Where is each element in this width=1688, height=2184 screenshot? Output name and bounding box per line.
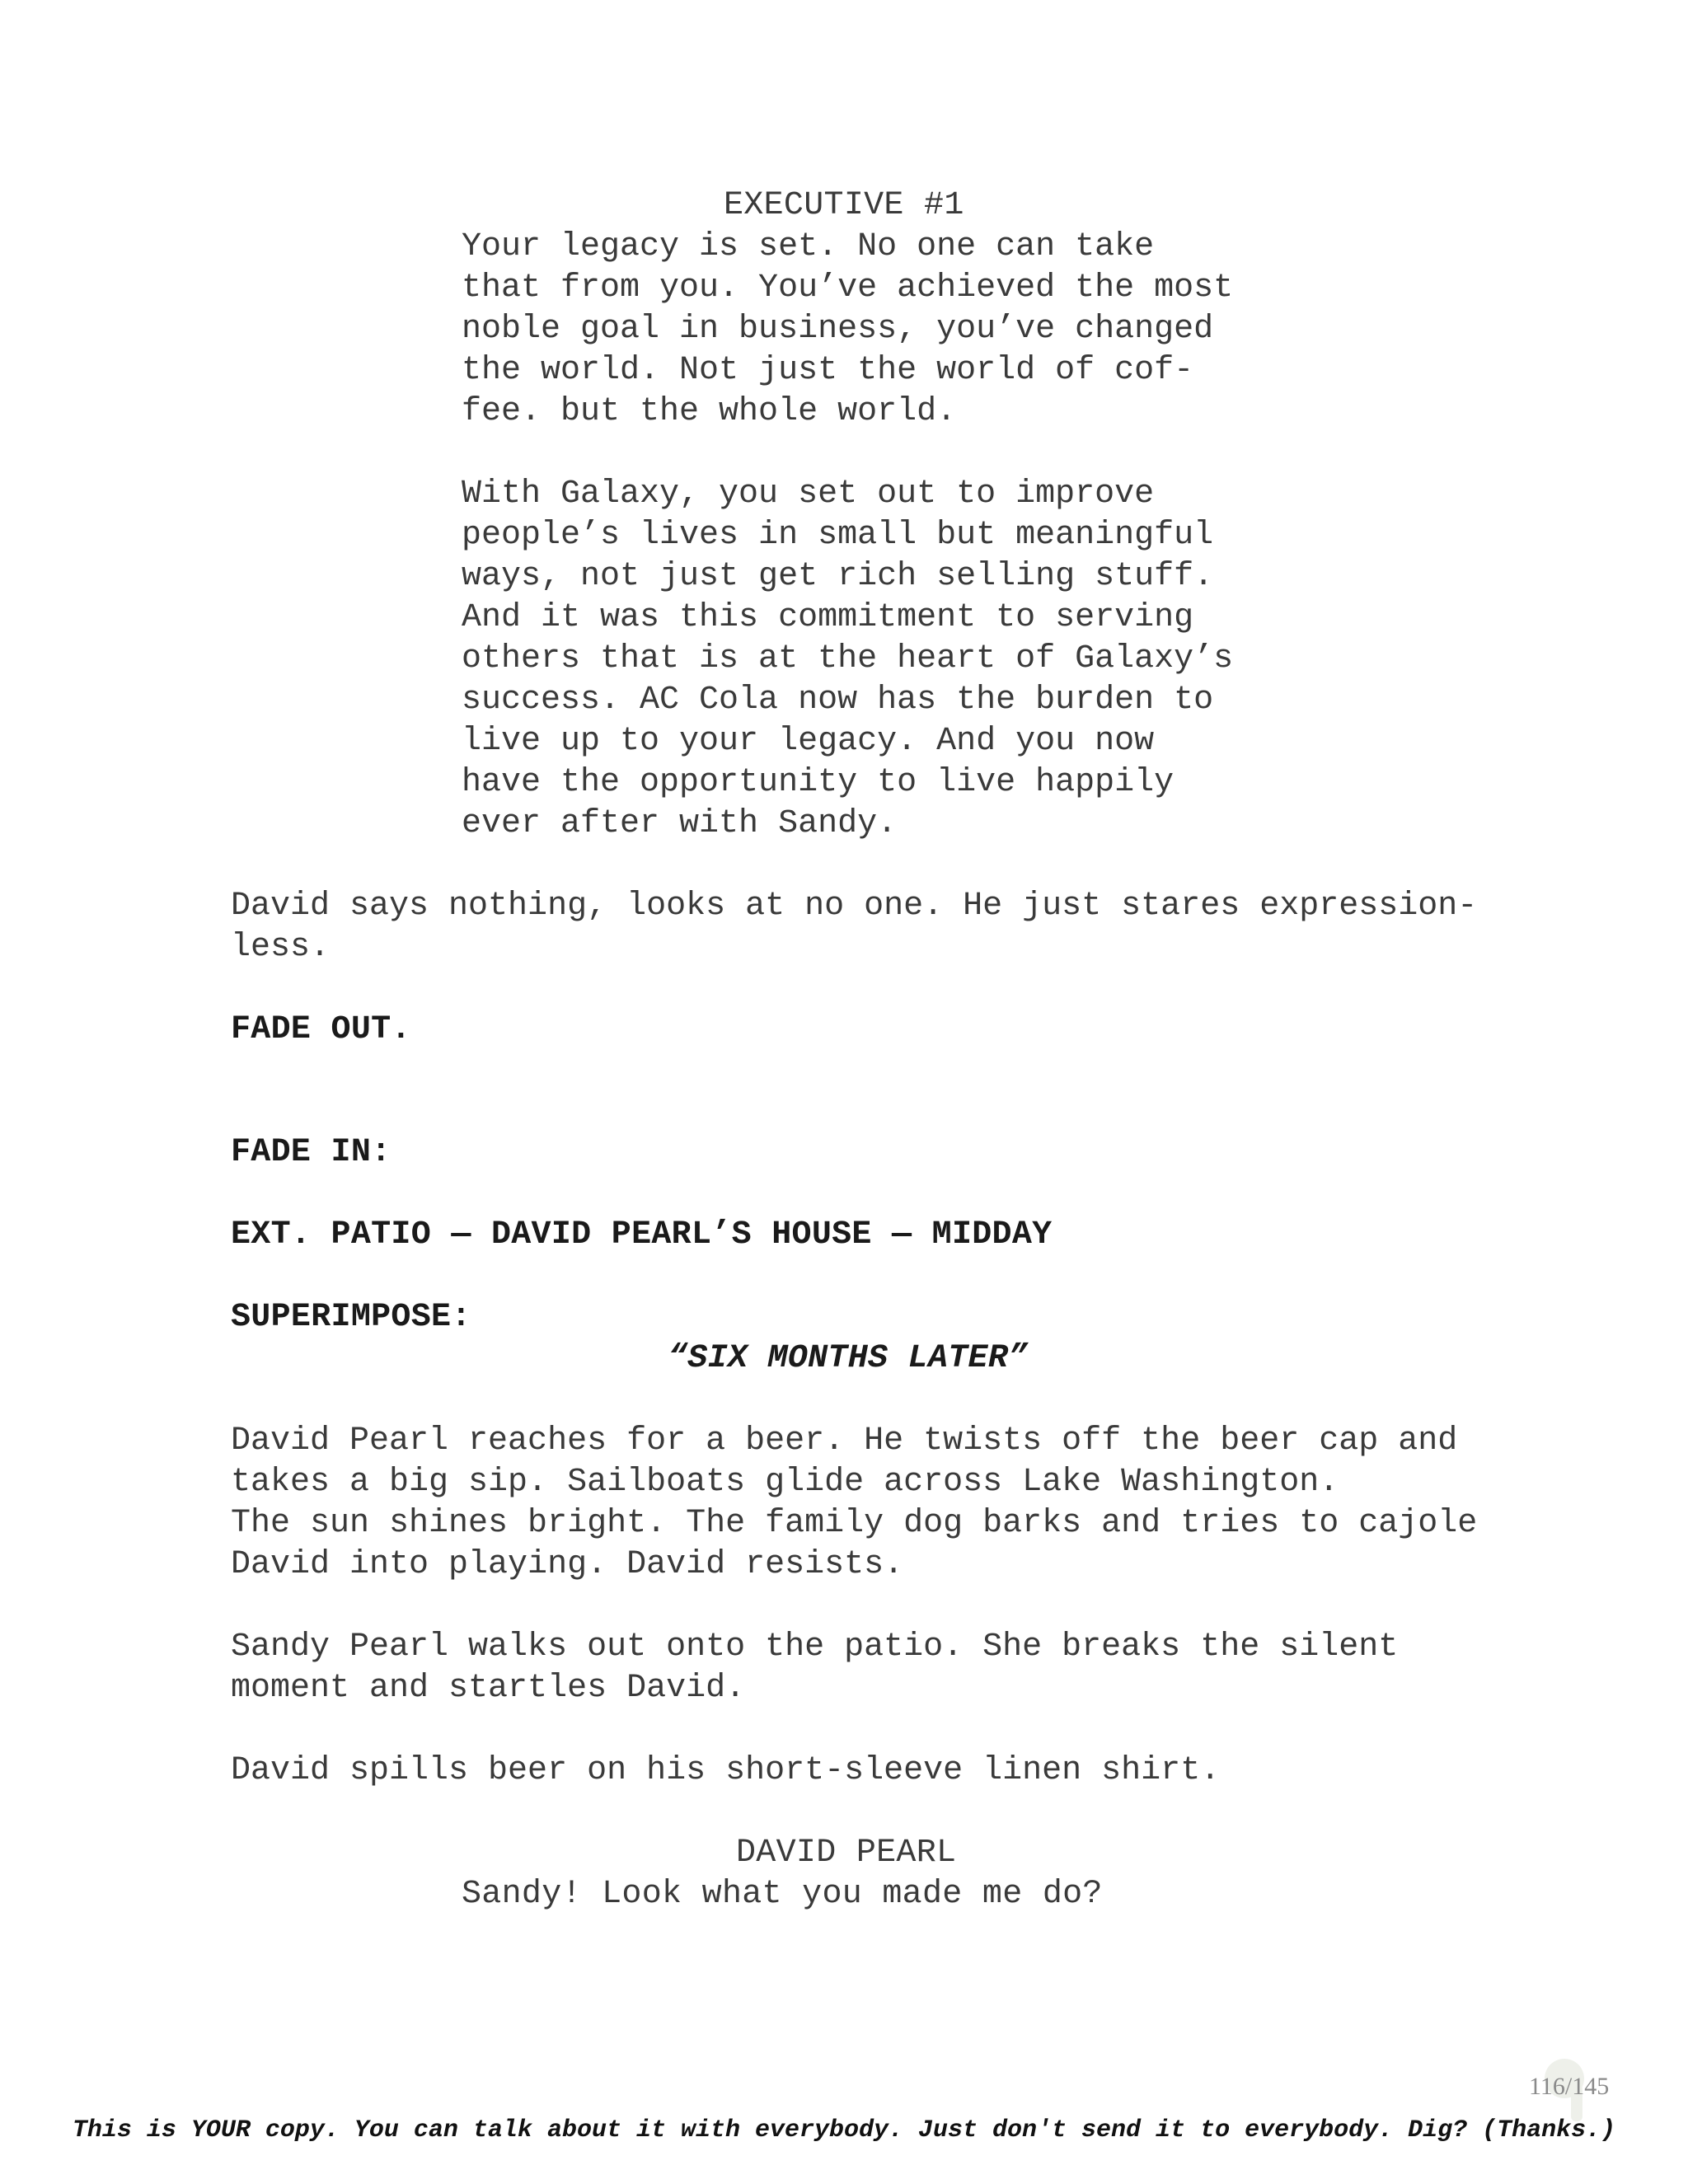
action-spills-beer	[231, 1750, 1220, 1792]
action-david-stares	[231, 886, 1477, 968]
character-cue-david-pearl: DAVID PEARL	[736, 1835, 957, 1872]
dialogue-line: have the opportunity to live happily	[462, 764, 1175, 801]
action-line: David Pearl reaches for a beer. He twists off the beer cap and	[231, 1422, 1458, 1460]
superimpose-label: SUPERIMPOSE:	[231, 1299, 471, 1336]
action-line: David says nothing, looks at no one. He just stares expression-	[231, 888, 1478, 925]
dialogue-line: the world. Not just the world of cof-	[462, 352, 1194, 389]
dialogue-line: live up to your legacy. And you now	[462, 723, 1155, 760]
dialogue-line: fee. but the whole world.	[462, 393, 957, 430]
action-line: The sun shines bright. The family dog barks and tries to cajole	[231, 1505, 1478, 1542]
character-cue-executive: EXECUTIVE #1	[724, 187, 964, 224]
action-line: moment and startles David.	[231, 1670, 746, 1707]
superimpose-text: “SIX MONTHS LATER”	[668, 1340, 1029, 1377]
action-sandy-patio	[231, 1627, 1398, 1709]
dialogue-line: With Galaxy, you set out to improve	[462, 476, 1155, 513]
dialogue-line: Your legacy is set. No one can take	[462, 228, 1155, 265]
action-david-beer	[231, 1421, 1477, 1586]
dialogue-line: that from you. You’ve achieved the most	[462, 269, 1234, 307]
dialogue-line: ways, not just get rich selling stuff.	[462, 558, 1214, 595]
action-line: Sandy Pearl walks out onto the patio. She breaks the silent	[231, 1629, 1399, 1666]
dialogue-line: noble goal in business, you’ve changed	[462, 311, 1214, 348]
action-line: David into playing. David resists.	[231, 1546, 904, 1583]
dialogue-line: And it was this commitment to serving	[462, 599, 1194, 636]
transition-fade-in: FADE IN:	[231, 1134, 392, 1171]
action-line: less.	[231, 929, 331, 966]
scene-heading: EXT. PATIO — DAVID PEARL’S HOUSE — MIDDAY	[231, 1216, 1053, 1254]
action-line: David spills beer on his short-sleeve linen shirt.	[231, 1752, 1221, 1789]
footer-notice: This is YOUR copy. You can talk about it with everybody. Just don't send it to everybody. Dig? (Thanks.)	[72, 2116, 1616, 2144]
dialogue-executive-para2	[462, 474, 1233, 845]
dialogue-line: others that is at the heart of Galaxy’s	[462, 640, 1234, 677]
dialogue-executive-para1	[462, 227, 1233, 433]
transition-fade-out: FADE OUT.	[231, 1011, 411, 1048]
page-number: 116/145	[1529, 2073, 1610, 2100]
dialogue-david-pearl: Sandy! Look what you made me do?	[462, 1876, 1103, 1913]
action-line: takes a big sip. Sailboats glide across Lake Washington.	[231, 1464, 1339, 1501]
dialogue-line: success. AC Cola now has the burden to	[462, 682, 1214, 719]
dialogue-line: people’s lives in small but meaningful	[462, 517, 1214, 554]
dialogue-line: ever after with Sandy.	[462, 805, 898, 842]
